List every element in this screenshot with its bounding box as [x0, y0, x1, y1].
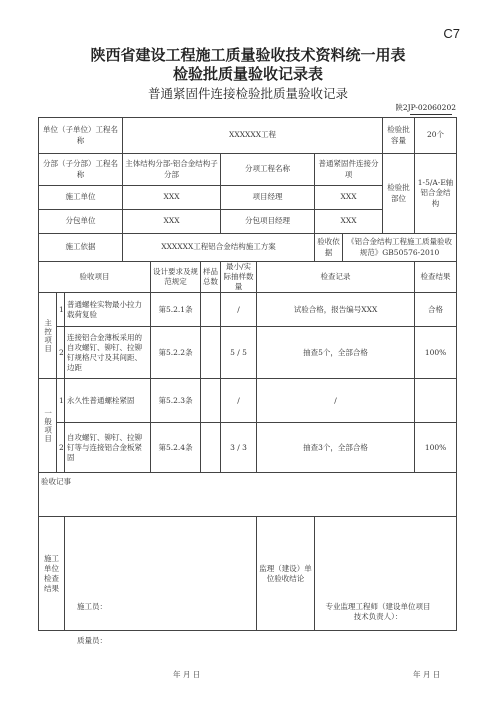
table-row	[39, 293, 457, 327]
form-code: C7	[443, 26, 460, 41]
accept-basis-value: 《铝合金结构工程施工质量验收规范》GB50576-2010	[343, 234, 457, 262]
item-total	[201, 327, 221, 379]
sub-value: XXX	[123, 210, 221, 234]
item-result	[415, 379, 457, 423]
unit-label: 单位（子单位）工程名称	[39, 118, 123, 154]
form-subtitle: 普通紧固件连接检验批质量验收记录	[147, 86, 348, 101]
col-design: 设计要求及规范规定	[151, 262, 201, 293]
item-record: /	[257, 379, 415, 423]
table-row	[39, 327, 457, 379]
basis-value: XXXXXX工程铝合金结构施工方案	[123, 234, 315, 262]
row-signoff	[39, 517, 457, 631]
item-no: 1	[57, 293, 65, 327]
supervisor-label: 监理（建设）单位验收结论	[257, 517, 315, 631]
item-total	[201, 379, 221, 423]
subitem-value: 普通紧固件连接分项	[315, 154, 383, 186]
item-name: 自攻螺钉、铆钉、拉铆钉等与连接铝合金板紧固	[65, 423, 151, 473]
item-result: 100%	[415, 423, 457, 473]
capacity-value: 20个	[415, 118, 457, 154]
row-col-headers	[39, 262, 457, 293]
col-sample-total: 样品总数	[201, 262, 221, 293]
acceptance-table	[38, 117, 457, 679]
col-sample-min: 最小/实际抽样数量	[221, 262, 257, 293]
subitem-label: 分项工程名称	[221, 154, 315, 186]
table-row	[39, 379, 457, 423]
sub-pm-value: XXX	[315, 210, 383, 234]
table-row	[39, 423, 457, 473]
item-record: 抽查3个，全部合格	[257, 423, 415, 473]
item-total	[201, 293, 221, 327]
pm-label: 项目经理	[221, 186, 315, 210]
accept-basis-label: 验收依据	[315, 234, 343, 262]
item-name: 连接铝合金薄板采用的自攻螺钉、铆钉、拉铆钉规格尺寸及其间距、边距	[65, 327, 151, 379]
item-sample: 3 / 3	[221, 423, 257, 473]
row-record	[39, 473, 457, 517]
item-record: 试验合格，报告编号XXX	[257, 293, 415, 327]
engineer-label: 专业监理工程师（建设单位项目技术负责人）：	[325, 601, 431, 621]
item-result: 100%	[415, 327, 457, 379]
basis-label: 施工依据	[39, 234, 123, 262]
date-right: 年 月 日	[413, 669, 441, 679]
item-record: 抽查5个，全部合格	[257, 327, 415, 379]
item-sample: /	[221, 379, 257, 423]
title-line1: 陕西省建设工程施工质量验收技术资料统一用表	[90, 46, 406, 64]
item-name: 永久性普通螺栓紧固	[65, 379, 151, 423]
item-clause: 第5.2.2条	[151, 327, 201, 379]
row-division	[39, 154, 457, 186]
item-clause: 第5.2.1条	[151, 293, 201, 327]
contractor-label: 施工单位	[39, 186, 123, 210]
qc-label: 质量员：	[77, 635, 107, 645]
col-item: 验收项目	[39, 262, 151, 293]
item-sample: 5 / 5	[221, 327, 257, 379]
supervisor-sign-area	[315, 517, 457, 679]
item-no: 1	[57, 379, 65, 423]
title-line2: 检验批质量验收记录表	[172, 65, 323, 83]
sub-label: 分包单位	[39, 210, 123, 234]
doc-number-underline	[410, 114, 452, 115]
doc-number: 陕2JP-02060202	[395, 103, 456, 112]
item-clause: 第5.2.4条	[151, 423, 201, 473]
builder-label: 施工员：	[77, 601, 107, 611]
item-name: 普通螺栓实物最小拉力载荷复验	[65, 293, 151, 327]
pm-value: XXX	[315, 186, 383, 210]
col-record: 检查记录	[257, 262, 415, 293]
capacity-label: 检验批容量	[383, 118, 415, 154]
record-label: 验收记事	[39, 473, 457, 517]
contractor-result-label: 施工单位检查结果	[39, 517, 65, 631]
contractor-sign-area	[65, 517, 257, 679]
unit-value: XXXXXX工程	[123, 118, 383, 154]
sub-pm-label: 分包项目经理	[221, 210, 315, 234]
main-group-label: 主控项目	[39, 293, 57, 379]
division-label: 分部（子分部）工程名称	[39, 154, 123, 186]
item-clause: 第5.2.3条	[151, 379, 201, 423]
row-unit	[39, 118, 457, 154]
contractor-value: XXX	[123, 186, 221, 210]
col-result: 检查结果	[415, 262, 457, 293]
date-left: 年 月 日	[173, 669, 201, 679]
location-value: 1-5/A-E轴铝合金结构	[415, 154, 457, 234]
general-group-label: 一般项目	[39, 379, 57, 473]
item-result: 合格	[415, 293, 457, 327]
location-label: 检验批部位	[383, 154, 415, 234]
item-total	[201, 423, 221, 473]
item-no: 2	[57, 423, 65, 473]
row-basis	[39, 234, 457, 262]
item-sample: /	[221, 293, 257, 327]
division-value: 主体结构分部-铝合金结构子分部	[123, 154, 221, 186]
item-no: 2	[57, 327, 65, 379]
